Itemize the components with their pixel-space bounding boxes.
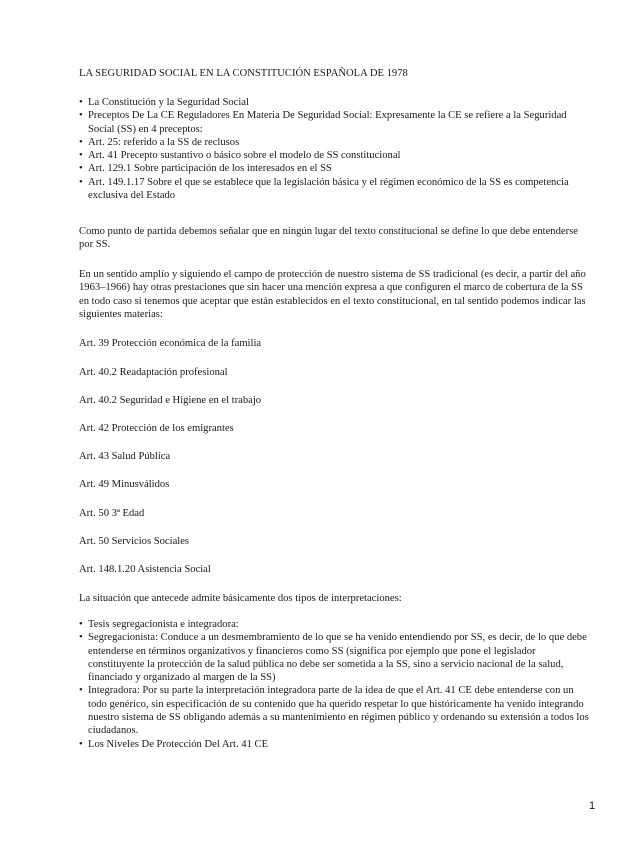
interpretations-list (79, 618, 589, 751)
article-line: Art. 50 3ª Edad (79, 508, 145, 519)
list-item: • La Constitución y la Seguridad Social (79, 96, 589, 109)
article-line: Art. 148.1.20 Asistencia Social (79, 564, 211, 575)
article-line: Art. 43 Salud Pública (79, 451, 171, 462)
article-line: Art. 40.2 Seguridad e Higiene en el trabajo (79, 395, 262, 406)
precepts-list (79, 96, 589, 202)
list-item: • Los Niveles De Protección Del Art. 41 CE (79, 738, 589, 751)
list-item: • Art. 25: referido a la SS de reclusos (79, 136, 589, 149)
list-item: • Art. 149.1.17 Sobre el que se establece que la legislación básica y el régimen económico de la SS es competencia exclusiva del Estado (79, 176, 589, 203)
list-item: • Preceptos De La CE Reguladores En Materia De Seguridad Social: Expresamente la CE se refiere a la Seguridad Social (SS) en 4 preceptos: (79, 109, 589, 136)
paragraph-scope: En un sentido amplío y siguiendo el campo de protección de nuestro sistema de SS tradicional (es decir, a partir del año 1963–1966) hay otras prestaciones que sin hacer una mención expresa a que configuren el marco de cobertura de la SS en todo caso si tenemos que aceptar que están establecidos en el texto constitucional, en tal sentido podemos indicar las siguientes materias: (79, 269, 586, 320)
list-item: • Tesis segregacionista e integradora: (79, 618, 589, 631)
page-number: 1 (589, 800, 596, 812)
article-line: Art. 50 Servicios Sociales (79, 536, 190, 547)
article-line: Art. 39 Protección económica de la familia (79, 338, 262, 349)
document-title: LA SEGURIDAD SOCIAL EN LA CONSTITUCIÓN ESPAÑOLA DE 1978 (79, 68, 408, 79)
article-line: Art. 42 Protección de los emigrantes (79, 423, 234, 434)
list-item: • Integradora: Por su parte la interpretación integradora parte de la idea de que el Art. 41 CE debe entenderse con un todo genérico, sin especificación de su contenido que ha querido respetar lo que históricamente ha venido integrando nuestro sistema de SS obligando además a su mantenimiento en régimen público y ordenando su extensión a todos los ciudadanos. (79, 684, 589, 737)
article-line: Art. 49 Minusválidos (79, 479, 170, 490)
list-item: • Segregacionista: Conduce a un desmembramiento de lo que se ha venido entendiendo por SS, es decir, de lo que debe entenderse en términos organizativos y financieros como SS (significa por ejemplo que pone el legislador constituyente la protección de la salud pública no debe ser sometida a la SS, sino a servicio nacional de la salud, financiado y organizado al margen de la SS) (79, 631, 589, 684)
list-item: • Art. 41 Precepto sustantivo o básico sobre el modelo de SS constitucional (79, 149, 589, 162)
list-item: • Art. 129.1 Sobre participación de los interesados en el SS (79, 162, 589, 175)
paragraph-definition: Como punto de partida debemos señalar que en ningún lugar del texto constitucional se define lo que debe entenderse por SS. (79, 226, 578, 251)
article-line: Art. 40.2 Readaptación profesional (79, 367, 228, 378)
paragraph-interpretations: La situación que antecede admite básicamente dos tipos de interpretaciones: (79, 593, 402, 604)
